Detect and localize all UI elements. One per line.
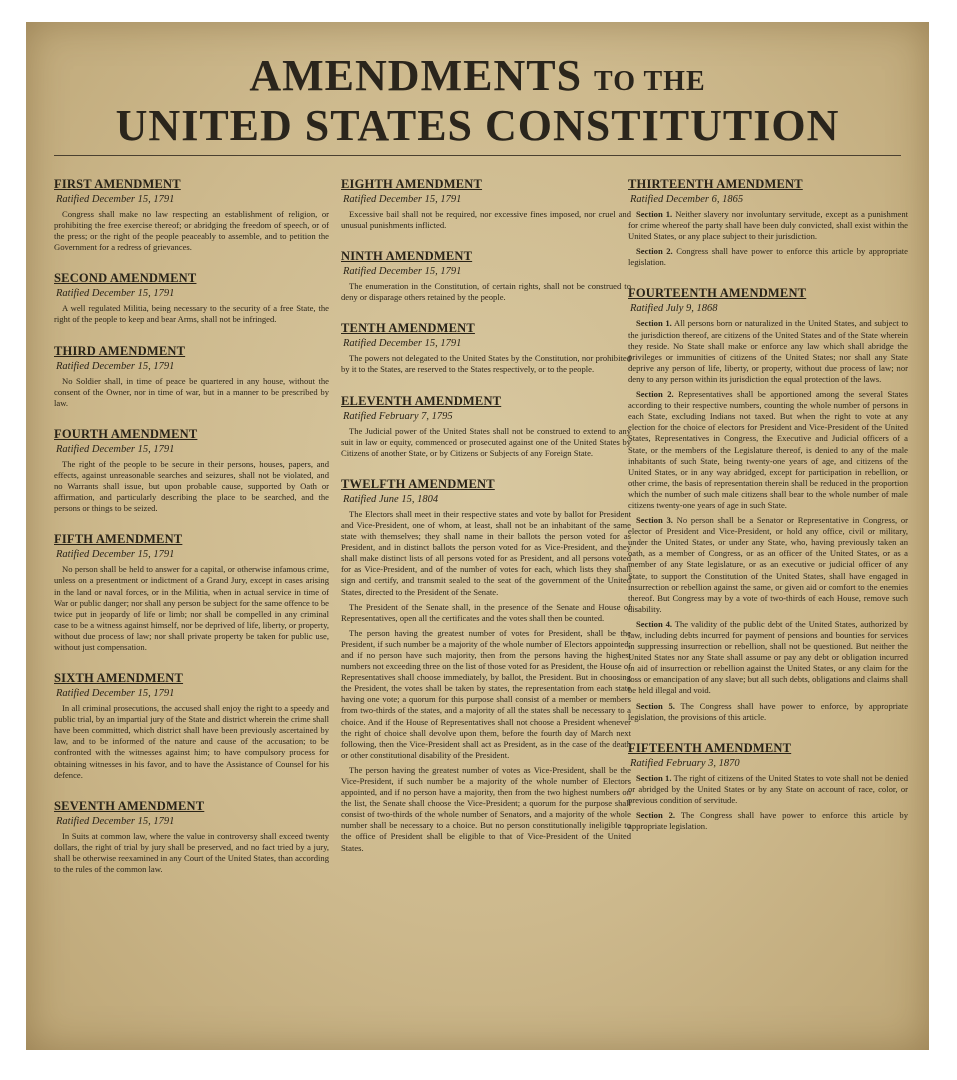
amendment-block (341, 249, 631, 303)
ratified-date: Ratified December 15, 1791 (343, 338, 462, 350)
ratified-date: Ratified December 15, 1791 (56, 688, 175, 700)
amendment-block (54, 671, 329, 781)
amendment-title: FIRST AMENDMENT (54, 177, 181, 191)
paragraph-text: The right of the people to be secure in their persons, houses, papers, and effects, against unreasonable searches and seizures, shall not be violated, and no Warrants shall issue, but upon probable cause, supported by Oath or affirmation, and particularly describing the place to be searched, and the persons or things to be seized. (54, 458, 329, 514)
paragraph-text: The President of the Senate shall, in the presence of the Senate and House of Representatives, open all the certificates and the votes shall then be counted. (341, 601, 631, 623)
title-line-2: UNITED STATES CONSTITUTION (115, 101, 840, 150)
column-3 (628, 177, 908, 850)
title-line-1 (26, 50, 929, 101)
section-label: Section 2. (636, 246, 673, 257)
amendment-block (628, 177, 908, 268)
ratified-date: Ratified December 15, 1791 (56, 288, 175, 300)
paragraph-text: No person shall be held to answer for a capital, or otherwise infamous crime, unless on a presentment or indictment of a Grand Jury, except in cases arising in the land or naval forces, or in the Militia, when in actual service in time of War or public danger; nor shall any person be subject for the same offence to be twice put in jeopardy of life or limb; nor shall be compelled in any criminal case to be a witness against himself, nor be deprived of life, liberty, or property, without due process of law; nor shall private property be taken for public use, without just compensation. (54, 564, 329, 652)
section-label: Section 3. (636, 515, 673, 526)
amendment-paragraph (341, 628, 631, 761)
amendment-block (54, 532, 329, 653)
amendment-paragraph (628, 619, 908, 697)
section-label: Section 2. (636, 810, 676, 821)
ratified-date: Ratified December 6, 1865 (630, 194, 744, 205)
amendment-paragraph (628, 246, 908, 268)
section-label: Section 2. (636, 389, 674, 400)
amendment-paragraph (54, 376, 329, 409)
amendment-paragraph (341, 281, 631, 303)
paragraph-text: The Electors shall meet in their respective states and vote by ballot for President and Vice-President, one of whom, at least, shall not be an inhabitant of the same state with themselves; they shall name in their ballots the person voted for as President, and in distinct ballots the person voted for as Vice-President, and they shall make distinct lists of all persons voted for as President, and all persons voted for as Vice-President, and of the number of votes for each, which lists they shall sign and certify, and transmit sealed to the seat of the government of the United States, directed to the President of the Senate. (341, 508, 631, 597)
amendment-block (54, 177, 329, 253)
paragraph-text: The validity of the public debt of the United States, authorized by law, including debts incurred for payment of pensions and bounties for services in suppressing insurrection or rebellion, shall not be questioned. But neither the United States nor any State shall assume or pay any debt or obligation incurred in aid of insurrection or rebellion against the United States, or any claim for the loss or emancipation of any slave; but all such debts, obligations and claims shall be held illegal and void. (628, 618, 908, 696)
paragraph-text: All persons born or naturalized in the United States, and subject to the jurisdiction thereof, are citizens of the United States and of the State wherein they reside. No State shall make or enforce any law which shall abridge the privileges or immunities of citizens of the United States; nor shall any State deprive any person of life, liberty, or property, without due process of law; nor deny to any person within its jurisdiction the equal protection of the laws. (628, 318, 909, 384)
paragraph-text: The person having the greatest number of votes as Vice-President, shall be the Vice-President, if such number be a majority of the whole number of Electors appointed, and if no person have a majority, then from the two highest numbers on the list, the Senate shall choose the Vice-President; a quorum for the purpose shall consist of two-thirds of the whole number of Senators, and a majority of the whole number shall be necessary to a choice. But no person constitutionally ineligible to the office of President shall be eligible to that of Vice-President of the United States. (341, 764, 631, 853)
paragraph-text: The person having the greatest number of votes for President, shall be the President, if such number be a majority of the whole number of Electors appointed; and if no person have such majority, then from the persons having the highest numbers not exceeding three on the list of those voted for as President, the House of Representatives shall choose immediately, by ballot, the President. But in choosing the President, the votes shall be taken by states, the representation from each state having one vote; a quorum for this purpose shall consist of a member or members from two-thirds of the states, and a majority of all the states shall be necessary to a choice. And if the House of Representatives shall not choose a President whenever the right of choice shall devolve upon them, before the fourth day of March next following, then the Vice-President shall act as President, as in the case of the death or other constitutional disability of the President. (341, 627, 631, 760)
paragraph-text: The enumeration in the Constitution, of certain rights, shall not be construed to deny or disparage others retained by the people. (341, 281, 631, 303)
amendment-title: NINTH AMENDMENT (341, 249, 473, 264)
title-small: TO THE (594, 66, 706, 97)
ratified-date: Ratified December 15, 1791 (56, 194, 175, 205)
amendment-block (54, 271, 329, 325)
paragraph-text: A well regulated Militia, being necessary to the security of a free State, the right of the people to keep and bear Arms, shall not be infringed. (54, 303, 329, 325)
paragraph-text: The right of citizens of the United States to vote shall not be denied or abridged by the United States or by any State on account of race, color, or previous condition of servitude. (628, 772, 909, 805)
amendment-title: SEVENTH AMENDMENT (54, 798, 205, 813)
amendment-block (341, 177, 631, 231)
paragraph-text: Representatives shall be apportioned among the several States according to their respective numbers, counting the whole number of persons in each State, excluding Indians not taxed. But when the right to vote at any election for the choice of electors for President and Vice-President of the United States, Representatives in Congress, the Executive and Judicial officers of a State, or the members of the Legislature thereof, is denied to any of the male inhabitants of such State, being twenty-one years of age, and citizens of the United States, or in any way abridged, except for participation in rebellion, or other crime, the basis of representation therein shall be reduced in the proportion which the number of such male citizens shall bear to the whole number of male citizens twenty-one years of age in such State. (628, 389, 908, 510)
amendment-block (341, 477, 631, 854)
paragraph-text: The Judicial power of the United States shall not be construed to extend to any suit in law or equity, commenced or prosecuted against one of the United States by Citizens of another State, or by Citizens or Subjects of any Foreign State. (341, 425, 631, 458)
amendment-title: FOURTEENTH AMENDMENT (628, 286, 807, 301)
title-main: AMENDMENTS (249, 51, 583, 100)
amendment-paragraph (628, 389, 908, 511)
amendment-paragraph (341, 509, 631, 598)
ratified-date: Ratified July 9, 1868 (630, 303, 718, 315)
title-divider (54, 155, 901, 156)
amendment-paragraph (341, 765, 631, 854)
paragraph-text: No Soldier shall, in time of peace be quartered in any house, without the consent of the Owner, nor in time of war, but in a manner to be prescribed by law. (54, 375, 329, 408)
paragraph-text: Congress shall make no law respecting an establishment of religion, or prohibiting the free exercise thereof; or abridging the freedom of speech, or of the press; or the right of the people peaceably to assemble, and to petition the Government for a redress of grievances. (54, 209, 329, 253)
ratified-date: Ratified February 7, 1795 (343, 410, 453, 422)
amendment-block (628, 741, 908, 832)
paragraph-text: Excessive bail shall not be required, nor excessive fines imposed, nor cruel and unusual punishments inflicted. (341, 209, 631, 231)
amendment-paragraph (628, 515, 908, 615)
amendment-block (341, 394, 631, 459)
amendment-paragraph (54, 703, 329, 781)
amendment-title: FIFTEENTH AMENDMENT (628, 740, 792, 755)
amendment-paragraph (54, 303, 329, 325)
amendment-paragraph (341, 353, 631, 375)
amendment-paragraph (341, 426, 631, 459)
section-label: Section 1. (636, 318, 672, 329)
paragraph-text: The Congress shall have power to enforce this article by appropriate legislation. (628, 810, 908, 832)
amendment-title: THIRD AMENDMENT (54, 343, 186, 358)
poster (26, 22, 929, 1050)
amendment-paragraph (628, 701, 908, 723)
amendment-paragraph (628, 209, 908, 242)
section-label: Section 1. (636, 772, 672, 783)
ratified-date: Ratified December 15, 1791 (56, 360, 175, 372)
paragraph-text: The powers not delegated to the United States by the Constitution, nor prohibited by it to the States, are reserved to the States respectively, or to the people. (341, 353, 631, 375)
paragraph-text: Congress shall have power to enforce this article by appropriate legislation. (628, 246, 908, 268)
ratified-date: Ratified June 15, 1804 (343, 493, 439, 505)
amendment-paragraph (628, 810, 908, 832)
ratified-date: Ratified February 3, 1870 (630, 757, 740, 769)
ratified-date: Ratified December 15, 1791 (56, 443, 175, 455)
amendment-paragraph (54, 209, 329, 253)
amendment-paragraph (54, 459, 329, 514)
amendment-title: THIRTEENTH AMENDMENT (628, 177, 803, 191)
amendment-title: ELEVENTH AMENDMENT (341, 393, 502, 408)
column-2 (341, 177, 631, 872)
amendment-block (628, 286, 908, 722)
column-1 (54, 177, 329, 893)
amendment-block (341, 321, 631, 375)
ratified-date: Ratified December 15, 1791 (343, 194, 462, 205)
amendment-block (54, 427, 329, 514)
section-label: Section 1. (636, 209, 673, 219)
amendment-title: TENTH AMENDMENT (341, 321, 475, 336)
amendment-title: FOURTH AMENDMENT (54, 426, 198, 441)
amendment-title: SIXTH AMENDMENT (54, 671, 184, 686)
amendment-title: EIGHTH AMENDMENT (341, 177, 483, 191)
paragraph-text: The Congress shall have power to enforce, by appropriate legislation, the provisions of this article. (628, 700, 909, 722)
amendment-title: SECOND AMENDMENT (54, 271, 197, 286)
amendment-paragraph (341, 209, 631, 231)
amendment-paragraph (341, 602, 631, 624)
amendment-title: FIFTH AMENDMENT (54, 532, 183, 547)
amendment-paragraph (54, 831, 329, 875)
paragraph-text: In all criminal prosecutions, the accused shall enjoy the right to a speedy and public trial, by an impartial jury of the State and district wherein the crime shall have been committed, which district shall have been previously ascertained by law, and to be informed of the nature and cause of the accusation; to be confronted with the witnesses against him; to have compulsory process for obtaining witnesses in his favor, and to have the Assistance of Counsel for his defence. (54, 703, 329, 780)
section-label: Section 4. (636, 618, 673, 629)
amendment-paragraph (628, 773, 908, 806)
amendment-paragraph (54, 564, 329, 653)
ratified-date: Ratified December 15, 1791 (343, 266, 462, 278)
paragraph-text: No person shall be a Senator or Representative in Congress, or elector of President and Vice-President, or hold any office, civil or military, under the United States, or under any State, who, having previously taken an oath, as a member of Congress, or as an officer of the United States, or as a member of any State legislature, or as an executive or judicial officer of any State, to support the Constitution of the United States, shall have engaged in insurrection or rebellion against the same, or given aid or comfort to the enemies thereof. But Congress may by a vote of two-thirds of each House, remove such disability. (628, 515, 908, 614)
paragraph-text: Neither slavery nor involuntary servitude, except as a punishment for crime whereof the party shall have been duly convicted, shall exist within the United States, or any place subject to their jurisdiction. (628, 209, 908, 242)
ratified-date: Ratified December 15, 1791 (56, 549, 175, 561)
amendment-paragraph (628, 318, 908, 385)
amendment-block (54, 344, 329, 409)
section-label: Section 5. (636, 700, 675, 711)
ratified-date: Ratified December 15, 1791 (56, 815, 175, 827)
amendment-block (54, 799, 329, 875)
paragraph-text: In Suits at common law, where the value in controversy shall exceed twenty dollars, the right of trial by jury shall be preserved, and no fact tried by a jury, shall be otherwise reexamined in any Court of the United States, than according to the rules of the common law. (54, 830, 329, 874)
amendment-title: TWELFTH AMENDMENT (341, 476, 495, 491)
